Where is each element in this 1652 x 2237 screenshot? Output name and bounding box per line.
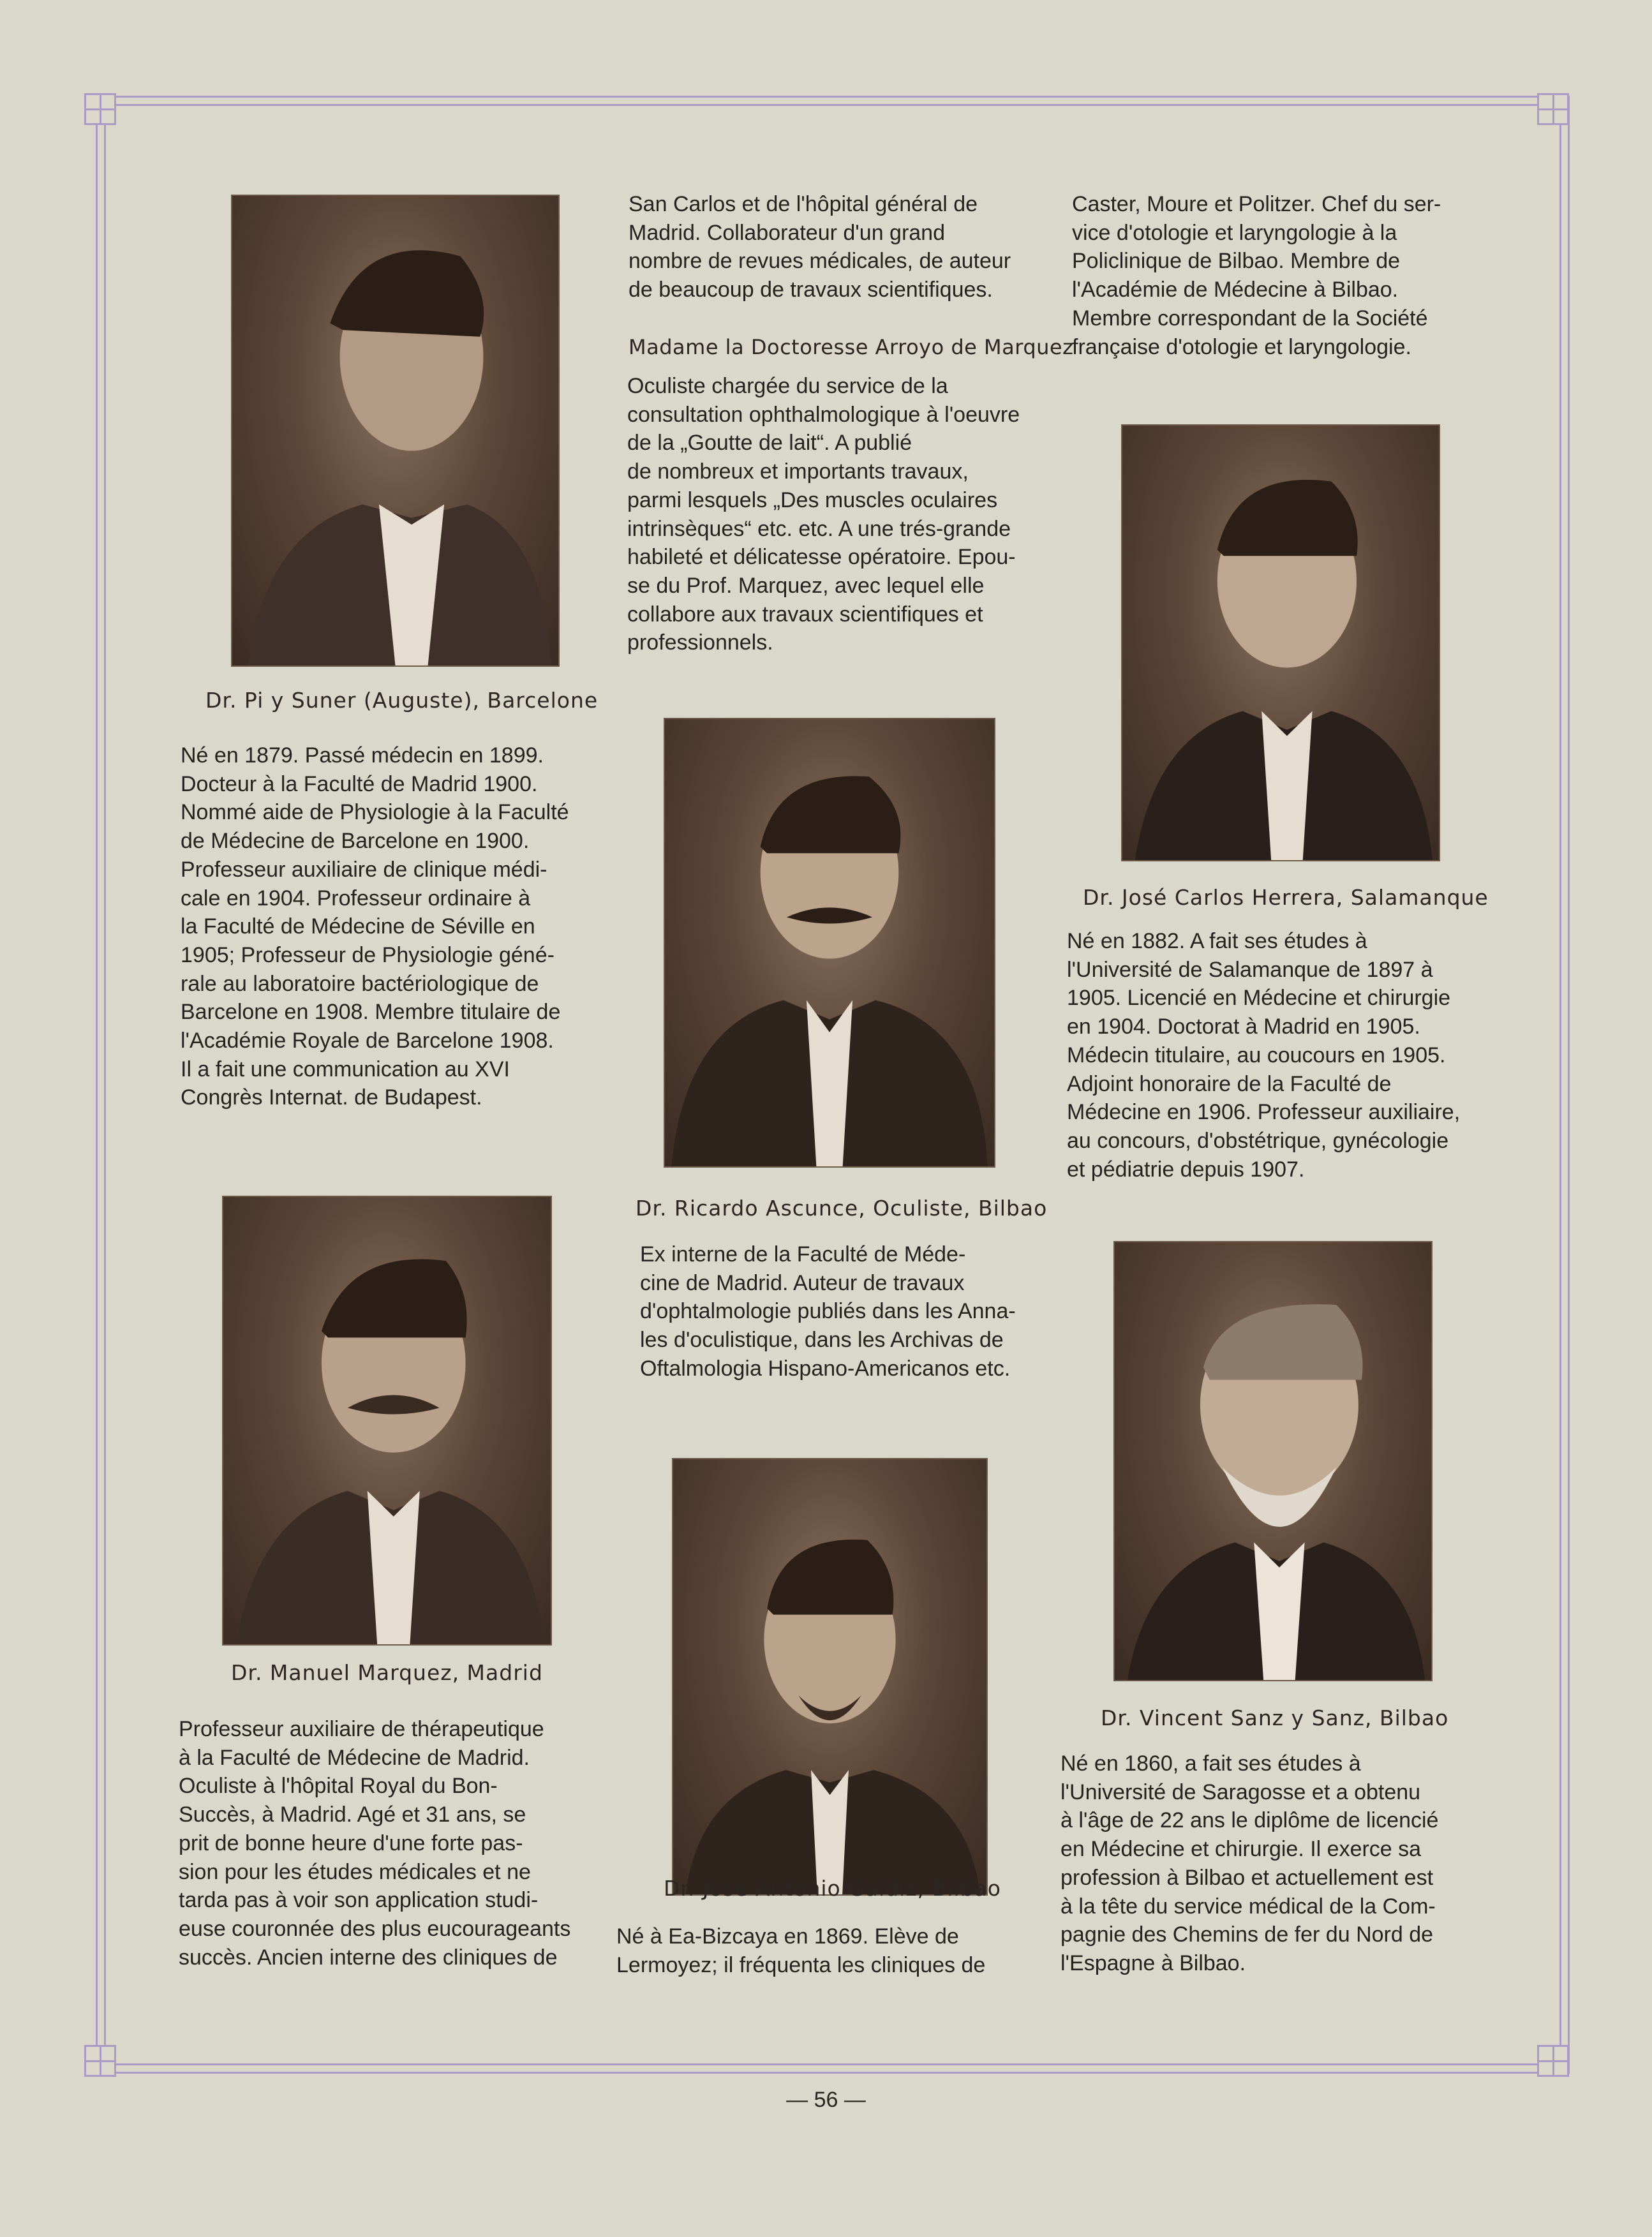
bio-text: Né en 1879. Passé médecin en 1899. Docteur à la Faculté de Madrid 1900. Nommé aide de Physiologie à la Faculté de Médecine de Barcelone en 1900. Professeur auxiliaire de clinique médi- cale en 1904. Professeur ordinaire à la Faculté de Médecine de Séville en 1905; Professeur de Physiologie géné- rale au laboratoire bactériologique de Barcelone en 1908. Membre titulaire de l'Académie Royale de Barcelone 1908. Il a fait une communication au XVI Congrès Internat. de Budapest. xyxy=(181,743,569,1110)
portrait-caption: Dr. Ricardo Ascunce, Oculiste, Bilbao xyxy=(636,1196,1048,1221)
portrait-caption: Dr. Jose Antonio Galdiz, Bilbao xyxy=(664,1876,1001,1901)
bio-text: Né en 1882. A fait ses études à l'Université de Salamanque de 1897 à 1905. Licencié en Médecine et chirurgie en 1904. Doctorat à Madrid en 1905. Médecin titulaire, au coucours en 1905. Adjoint honoraire de la Faculté de Médecine en 1906. Professeur auxiliaire, au concours, d'obstétrique, gynécologie et pédiatrie depuis 1907. xyxy=(1067,929,1461,1182)
portrait-photo-jose-antonio-galdiz xyxy=(672,1458,988,1896)
page-number: — 56 — xyxy=(786,2088,866,2112)
bio-text: Oculiste chargée du service de la consultation ophthalmologique à l'oeuvre de la „Goutte de lait“. A publié de nombreux et importants travaux, parmi lesquels „Des muscles oculaires intrinsèques“ etc. etc. A une trés-grande habileté et délicatesse opératoire. Epou- se du Prof. Marquez, avec lequel elle collabore aux travaux scientifiques et professionnels. xyxy=(627,374,1020,655)
portrait-photo-ricardo-ascunce xyxy=(664,718,995,1168)
portrait-photo-pi-y-suner xyxy=(231,195,560,667)
portrait-caption: Dr. Pi y Suner (Auguste), Barcelone xyxy=(205,688,599,713)
bio-text: Professeur auxiliaire de thérapeutique à la Faculté de Médecine de Madrid. Oculiste à l'hôpital Royal du Bon- Succès, à Madrid. Agé et 31 ans, se prit de bonne heure d'une forte pas- sion pour les études médicales et ne tarda pas à voir son application studi- euse couronnée des plus eucourageants succès. Ancien interne des cliniques de xyxy=(179,1717,571,1970)
section-heading: Madame la Doctoresse Arroyo de Marquez xyxy=(629,335,1074,359)
frame-corner-ornament xyxy=(1537,93,1569,125)
portrait-photo-jose-carlos-herrera xyxy=(1121,424,1440,861)
portrait-caption: Dr. Manuel Marquez, Madrid xyxy=(231,1660,543,1685)
frame-corner-ornament xyxy=(84,2045,116,2077)
continued-text: San Carlos et de l'hôpital général de Madrid. Collaborateur d'un grand nombre de revues médicales, de auteur de beaucoup de travaux scientifiques. xyxy=(629,192,1011,302)
continued-text: Caster, Moure et Politzer. Chef du ser- vice d'otologie et laryngologie à la Policlinique de Bilbao. Membre de l'Académie de Médecine à Bilbao. Membre correspondant de la Société française d'otologie et laryngologie. xyxy=(1072,192,1441,359)
frame-corner-ornament xyxy=(84,93,116,125)
portrait-photo-manuel-marquez xyxy=(222,1196,552,1646)
bio-text: Né à Ea-Bizcaya en 1869. Elève de Lermoyez; il fréquenta les cliniques de xyxy=(616,1924,986,1977)
bio-text: Ex interne de la Faculté de Méde- cine de Madrid. Auteur de travaux d'ophtalmologie publiés dans les Anna- les d'oculistique, dans les Archivas de Oftalmologia Hispano-Americanos etc. xyxy=(640,1242,1016,1381)
portrait-photo-vincent-sanz-y-sanz xyxy=(1113,1241,1432,1681)
portrait-caption: Dr. Vincent Sanz y Sanz, Bilbao xyxy=(1101,1706,1449,1730)
frame-corner-ornament xyxy=(1537,2045,1569,2077)
portrait-caption: Dr. José Carlos Herrera, Salamanque xyxy=(1083,885,1489,910)
bio-text: Né en 1860, a fait ses études à l'Université de Saragosse et a obtenu à l'âge de 22 ans le diplôme de licencié en Médecine et chirurgie. Il exerce sa profession à Bilbao et actuellement est à la tête du service médical de la Com- pagnie des Chemins de fer du Nord de l'Espagne à Bilbao. xyxy=(1060,1751,1439,1975)
